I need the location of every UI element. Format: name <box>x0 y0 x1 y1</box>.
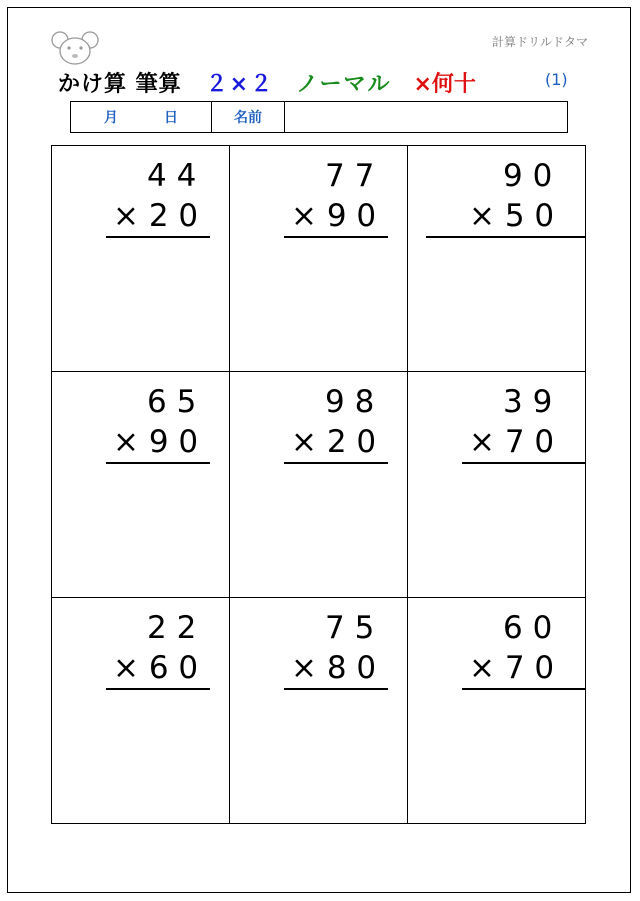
times-sign: × <box>291 650 317 686</box>
answer-rule <box>462 688 585 690</box>
problem-cell[interactable] <box>408 146 585 372</box>
brand-label: 計算ドリルドタマ <box>491 35 588 49</box>
name-field[interactable] <box>285 102 567 132</box>
times-sign: × <box>469 650 495 686</box>
answer-rule <box>462 462 585 464</box>
worksheet-title <box>58 66 476 98</box>
title-main: かけ算 筆算 <box>58 71 182 97</box>
times-sign: × <box>113 650 139 686</box>
name-label: 名前 <box>212 102 285 132</box>
multiplier-row <box>113 424 198 460</box>
multiplier: 7 0 <box>504 424 555 460</box>
multiplier: 2 0 <box>148 198 199 234</box>
answer-rule <box>284 688 388 690</box>
times-sign: × <box>291 424 317 460</box>
multiplier: 6 0 <box>148 650 199 686</box>
answer-rule <box>284 236 388 238</box>
multiplier-row <box>113 650 198 686</box>
multiplier-row <box>291 650 376 686</box>
answer-rule <box>426 236 585 238</box>
multiplicand: 9 0 <box>503 158 553 194</box>
title-type: ×何十 <box>413 71 476 97</box>
times-sign: × <box>113 424 139 460</box>
problem-cell[interactable] <box>408 372 585 598</box>
multiplicand: 6 0 <box>503 610 553 646</box>
multiplier: 2 0 <box>326 424 377 460</box>
multiplicand: 7 7 <box>325 158 375 194</box>
multiplier-row <box>469 424 554 460</box>
multiplier: 7 0 <box>504 650 555 686</box>
answer-rule <box>284 462 388 464</box>
multiplier: 9 0 <box>148 424 199 460</box>
answer-rule <box>106 236 210 238</box>
multiplier: 8 0 <box>326 650 377 686</box>
multiplicand: 7 5 <box>325 610 375 646</box>
day-label: 日 <box>164 110 178 126</box>
multiplier-row <box>469 198 554 234</box>
multiplicand: 2 2 <box>147 610 197 646</box>
times-sign: × <box>469 198 495 234</box>
multiplier-row <box>291 198 376 234</box>
mouse-face-icon <box>50 30 100 66</box>
problem-grid <box>51 145 586 824</box>
multiplicand: 4 4 <box>147 158 197 194</box>
problem-cell[interactable] <box>230 598 408 823</box>
problem-cell[interactable] <box>52 372 230 598</box>
multiplicand: 3 9 <box>503 384 553 420</box>
multiplier-row <box>113 198 198 234</box>
title-level: ノーマル <box>296 71 392 97</box>
problem-cell[interactable] <box>230 372 408 598</box>
answer-rule <box>106 688 210 690</box>
problem-cell[interactable] <box>230 146 408 372</box>
sheet-number: (1) <box>545 70 568 89</box>
multiplier-row <box>469 650 554 686</box>
multiplier: 9 0 <box>326 198 377 234</box>
title-grade: ２×２ <box>205 71 275 97</box>
month-label: 月 <box>104 110 118 126</box>
times-sign: × <box>291 198 317 234</box>
multiplicand: 9 8 <box>325 384 375 420</box>
answer-rule <box>106 462 210 464</box>
problem-cell[interactable] <box>408 598 585 823</box>
multiplier: 5 0 <box>504 198 555 234</box>
multiplier-row <box>291 424 376 460</box>
times-sign: × <box>469 424 495 460</box>
name-date-box <box>70 101 568 133</box>
problem-cell[interactable] <box>52 146 230 372</box>
times-sign: × <box>113 198 139 234</box>
date-field[interactable] <box>71 102 212 132</box>
multiplicand: 6 5 <box>147 384 197 420</box>
problem-cell[interactable] <box>52 598 230 823</box>
